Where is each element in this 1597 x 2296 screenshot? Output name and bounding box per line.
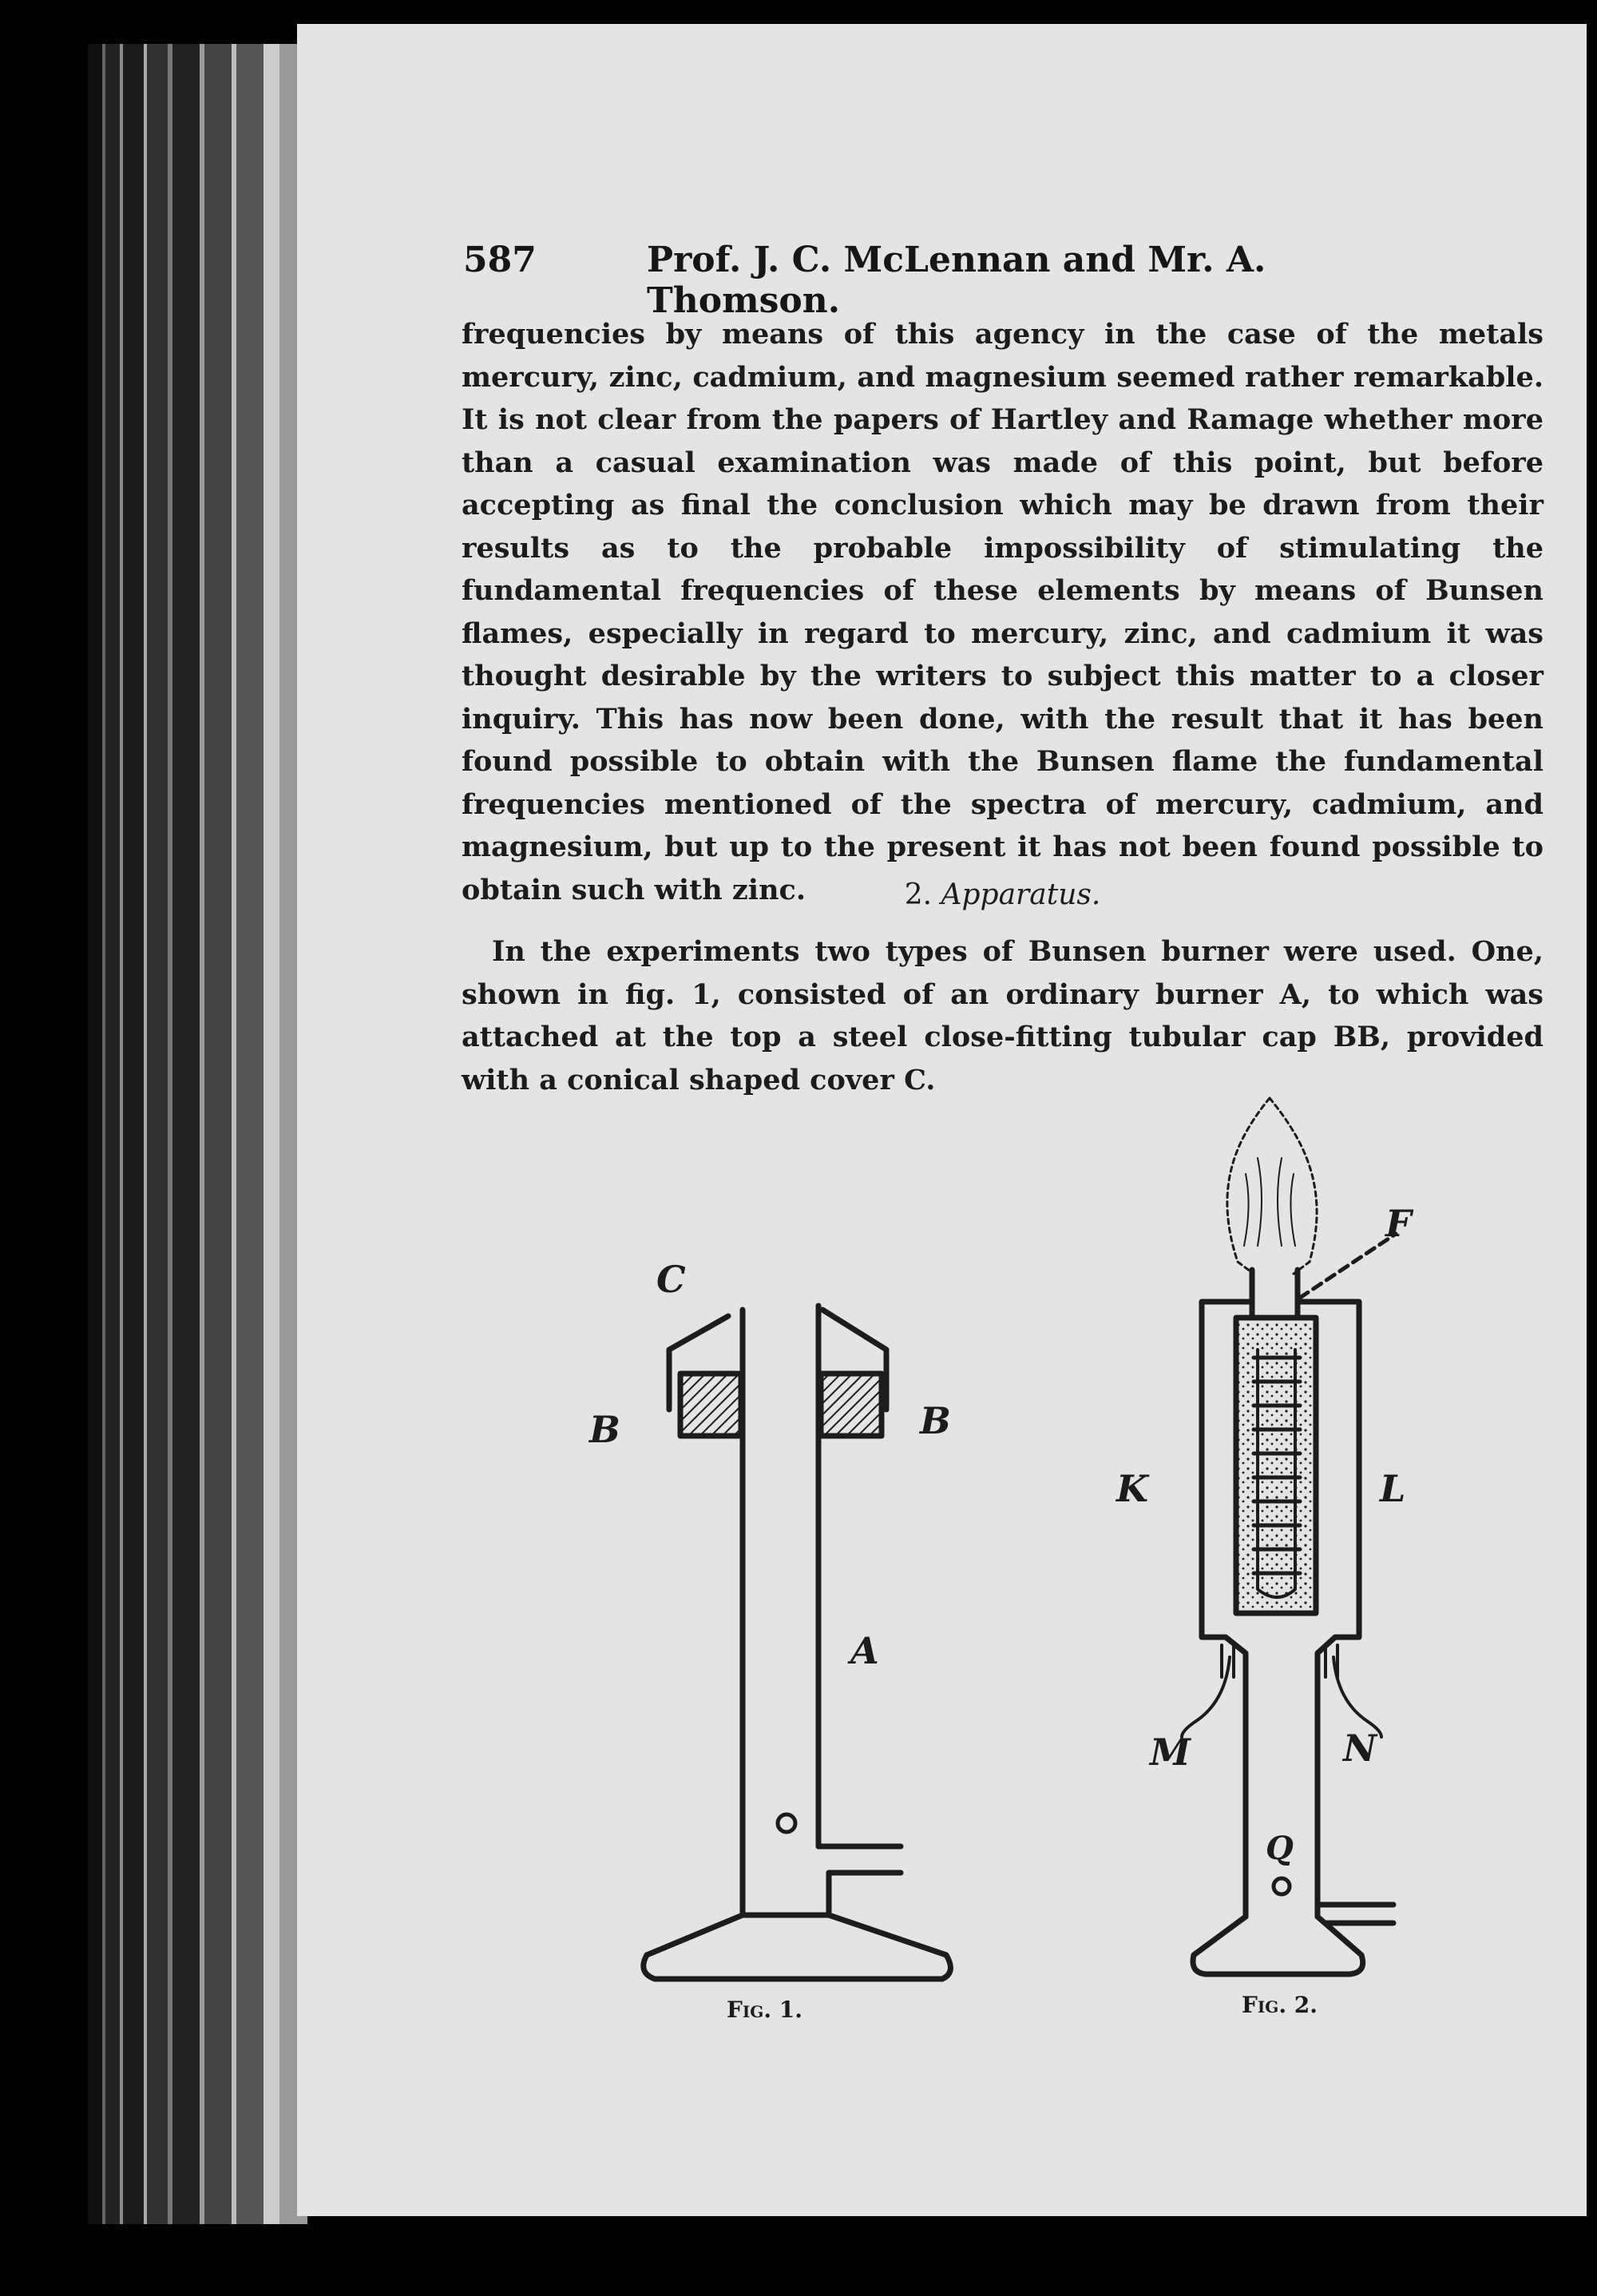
- fig2-label-m: M: [1150, 1731, 1191, 1774]
- fig2-label-k: K: [1116, 1467, 1148, 1510]
- section-number: 2.: [904, 878, 933, 911]
- paragraph-2-text: In the experiments two types of Bunsen burner were used. One, shown in fig. 1, consisted of an ordinary burner A, to which was attached at the top a steel close-fitting tubular cap BB, provided with a conical shaped cover C.: [462, 935, 1544, 1096]
- fig2-label-q: Q: [1266, 1830, 1294, 1867]
- running-title: Prof. J. C. McLennan and Mr. A. Thomson.: [647, 240, 1266, 321]
- fig1-label-a: A: [850, 1629, 879, 1672]
- page-number: 587: [463, 240, 537, 280]
- fig2-label-l: L: [1380, 1467, 1406, 1510]
- fig2-label-n: N: [1343, 1727, 1377, 1770]
- figure-1-burner: [644, 1306, 951, 1979]
- fig1-caption: Fig. 1.: [727, 1997, 803, 2023]
- fig2-caption: Fig. 2.: [1242, 1992, 1318, 2018]
- fig1-label-c: C: [656, 1258, 686, 1301]
- paragraph-1-text: frequencies by means of this agency in the case of the metals mercury, zinc, cadmium, and magnesium seemed rather remarkable. It is not clear from the papers of Hartley and Ramage whether more than a casual examination was made of this point, but before accepting as final the conclusion which may be drawn from their results as to the probable impossibility of stimulating the fundamental frequencies of these elements by means of Bunsen flames, especially in regard to mercury, zinc, and cadmium it was thought desirable by the writers to subject this matter to a closer inquiry. This has now been done, with the result that it has been found possible to obtain with the Bunsen flame the fundamental frequencies mentioned of the spectra of mercury, cadmium, and magnesium, but up to the present it has not been found possible to obtain such with zinc.: [462, 318, 1544, 906]
- fig1-label-b-right: B: [920, 1399, 951, 1442]
- section-title: Apparatus.: [941, 878, 1101, 911]
- fig2-label-f: F: [1385, 1202, 1412, 1245]
- fig1-label-b-left: B: [589, 1408, 620, 1451]
